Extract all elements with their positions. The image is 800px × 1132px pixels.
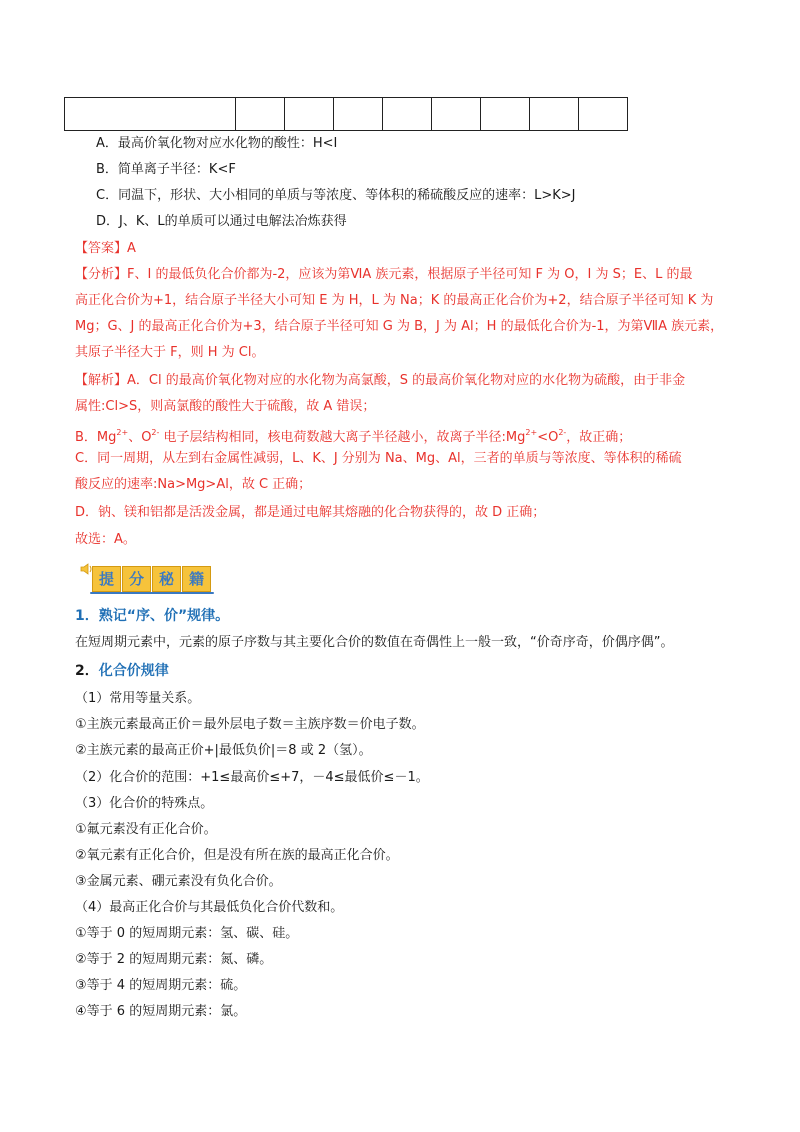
ion-text: ，故正确； <box>566 430 632 445</box>
table-cell <box>65 98 236 131</box>
analysis-line-3: Mg；G、J 的最高正化合价为+3，结合原子半径可知 G 为 B，J 为 Al；H 的最低化合价为-1，为第ⅦA 族元素， <box>75 319 724 334</box>
explanation-line-1: 【解析】A．Cl 的最高价氧化物对应的水化物为高氯酸，S 的最高价氧化物对应的水化物为硫酸，由于非金 <box>75 373 686 388</box>
rule-line: ①主族元素最高正价＝最外层电子数＝主族序数＝价电子数。 <box>75 717 425 732</box>
banner-char: 分 <box>122 566 151 592</box>
explanation-line-5: 酸反应的速率:Na>Mg>Al，故 C 正确； <box>75 477 312 492</box>
rule-line: ①等于 0 的短周期元素：氢、碳、硅。 <box>75 926 299 941</box>
rule-line: （1）常用等量关系。 <box>75 691 201 706</box>
option-c: C．同温下，形状、大小相同的单质与等浓度、等体积的稀硫酸反应的速率：L>K>J <box>96 188 576 203</box>
element-table <box>64 97 628 131</box>
analysis-line-2: 高正化合价为+1，结合原子半径大小可知 E 为 H，L 为 Na；K 的最高正化合价为+2，结合原子半径可知 K 为 <box>75 293 714 308</box>
banner-char: 秘 <box>152 566 181 592</box>
explanation-line-4: C．同一周期，从左到右金属性减弱，L、K、J 分别为 Na、Mg、Al，三者的单质与等浓度、等体积的稀硫 <box>75 451 682 466</box>
section-2-title <box>75 662 169 680</box>
section-2-number: 2． <box>75 663 99 679</box>
table-cell <box>236 98 285 131</box>
explanation-line-6: D．钠、镁和铝都是活泼金属，都是通过电解其熔融的化合物获得的，故 D 正确； <box>75 505 546 520</box>
charge-superscript: 2- <box>151 428 160 437</box>
explanation-line-2: 属性:Cl>S，则高氯酸的酸性大于硫酸，故 A 错误； <box>75 399 376 414</box>
charge-superscript: 2+ <box>116 428 129 437</box>
table-cell <box>334 98 383 131</box>
explanation-line-3 <box>75 424 631 447</box>
rule-line: （3）化合价的特殊点。 <box>75 796 214 811</box>
banner-underline <box>90 592 214 594</box>
table-cell <box>579 98 628 131</box>
section-2-heading: 化合价规律 <box>98 663 169 679</box>
banner-char: 籍 <box>182 566 211 592</box>
table-cell <box>530 98 579 131</box>
rule-line: ④等于 6 的短周期元素：氯。 <box>75 1004 247 1019</box>
ion-text: 电子层结构相同，核电荷数越大离子半径越小，故离子半径:Mg <box>159 430 526 445</box>
table-cell <box>481 98 530 131</box>
analysis-line-1: 【分析】F、I 的最低负化合价都为-2，应该为第ⅥA 族元素，根据原子半径可知 F 为 O，I 为 S；E、L 的最 <box>75 267 693 282</box>
charge-superscript: 2- <box>558 428 567 437</box>
charge-superscript: 2+ <box>525 428 538 437</box>
rule-line: ①氟元素没有正化合价。 <box>75 822 217 837</box>
rule-line: ②氧元素有正化合价，但是没有所在族的最高正化合价。 <box>75 848 399 863</box>
ion-text: 、O <box>128 430 152 445</box>
table-row <box>65 98 628 131</box>
tips-banner <box>80 560 220 596</box>
banner-char: 提 <box>92 566 121 592</box>
answer: 【答案】A <box>75 241 136 256</box>
option-b: B．简单离子半径：K<F <box>96 162 236 177</box>
table-cell <box>432 98 481 131</box>
rule-line: ②主族元素的最高正价+|最低负价|＝8 或 2（氢）。 <box>75 743 372 758</box>
analysis-line-4: 其原子半径大于 F，则 H 为 Cl。 <box>75 345 265 360</box>
table-cell <box>285 98 334 131</box>
rule-line: （2）化合价的范围：+1≤最高价≤+7，－4≤最低价≤－1。 <box>75 770 429 785</box>
explanation-line-7: 故选：A。 <box>75 532 136 547</box>
table-cell <box>383 98 432 131</box>
option-a: A．最高价氧化物对应水化物的酸性：H<I <box>96 136 338 151</box>
ion-text: <O <box>537 430 559 445</box>
rule-line: ③金属元素、硼元素没有负化合价。 <box>75 874 282 889</box>
section-1-title: 1．熟记“序、价”规律。 <box>75 608 230 624</box>
section-1-text: 在短周期元素中，元素的原子序数与其主要化合价的数值在奇偶性上一般一致，“价奇序奇，价偶序偶”。 <box>75 635 674 650</box>
ion-text: B．Mg <box>75 430 117 445</box>
option-d: D．J、K、L的单质可以通过电解法冶炼获得 <box>96 214 347 229</box>
rule-line: ③等于 4 的短周期元素：硫。 <box>75 978 247 993</box>
rule-line: ②等于 2 的短周期元素：氮、磷。 <box>75 952 273 967</box>
rule-line: （4）最高正化合价与其最低负化合价代数和。 <box>75 900 344 915</box>
